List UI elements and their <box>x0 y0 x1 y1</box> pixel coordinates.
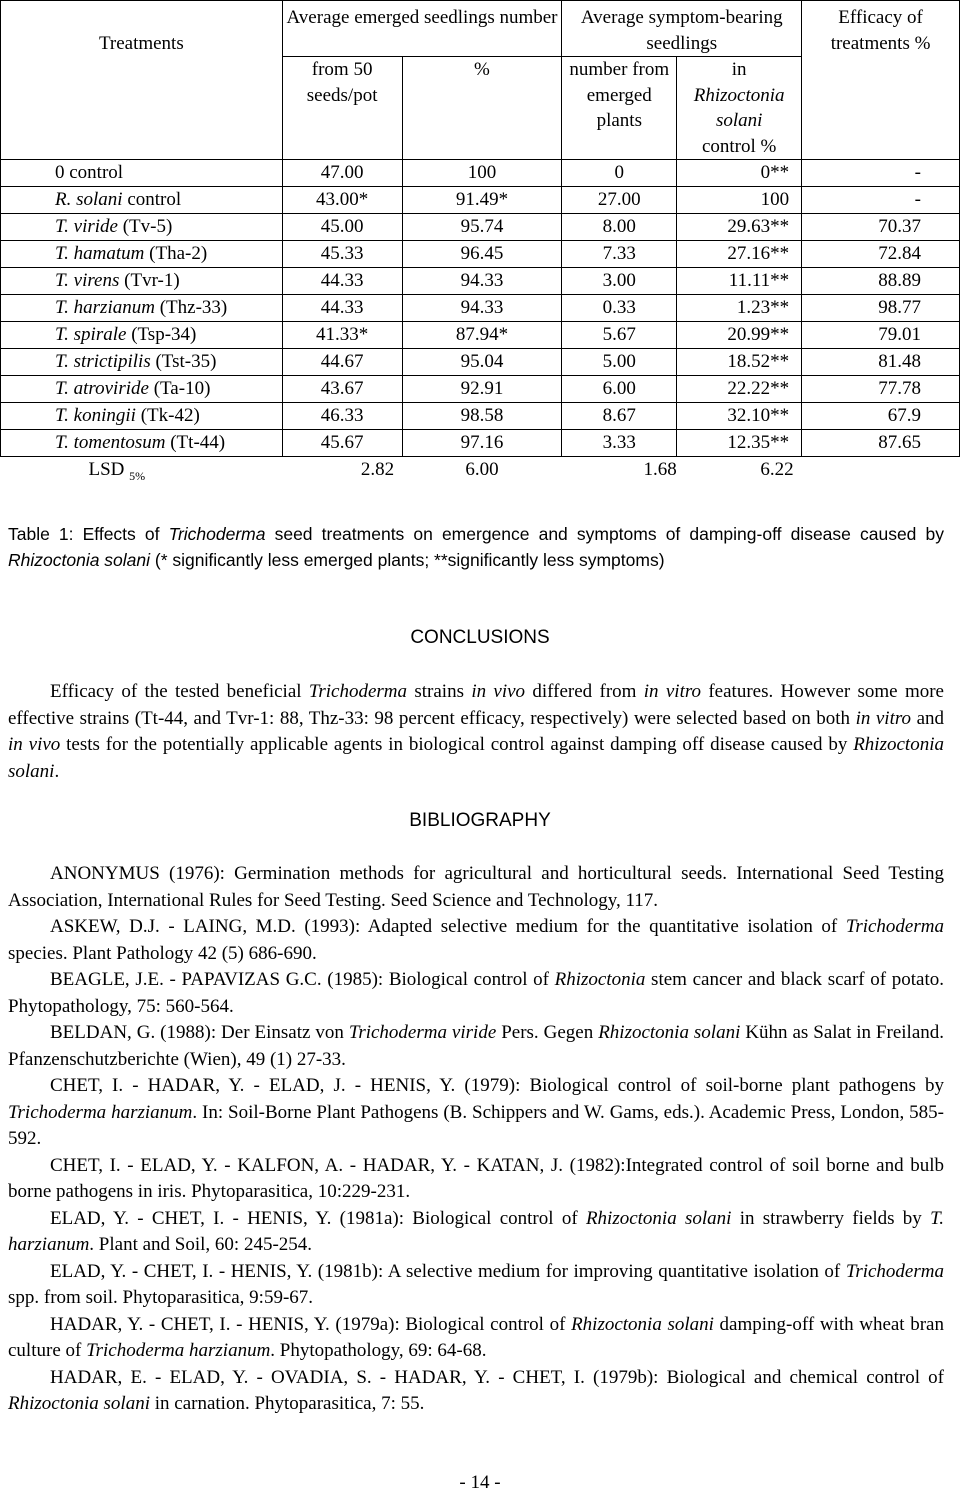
conc-text-4: features. However some more effective strains (Tt-44, and Tvr-1: 88, Thz-33: 98 percent efficacy, respectively) were selected based on both <box>8 681 944 729</box>
reference-text: HADAR, E. - ELAD, Y. - OVADIA, S. - HADAR, Y. - CHET, I. (1979b): Biological and chemical control of <box>50 1366 944 1388</box>
rhiz-cell: 27.16** <box>677 241 802 268</box>
treatment-strain: (Tv-5) <box>117 216 173 237</box>
table-row <box>1 295 960 322</box>
treatment-cell <box>1 295 283 322</box>
pct-cell: 96.45 <box>402 241 562 268</box>
treatment-strain: (Ta-10) <box>148 378 211 399</box>
num-cell: 3.00 <box>562 268 677 295</box>
table-caption <box>8 521 944 573</box>
lsd-label: LSD <box>88 459 125 480</box>
treatment-cell <box>1 214 283 241</box>
eff-cell: 70.37 <box>802 214 960 241</box>
treatment-strain: (Tsp-34) <box>126 324 197 345</box>
eff-cell: 98.77 <box>802 295 960 322</box>
reference-item <box>8 861 944 914</box>
table-row <box>1 241 960 268</box>
reference-text: ASKEW, D.J. - LAING, M.D. (1993): Adapted selective medium for the quantitative isolation of <box>50 916 846 937</box>
conc-text-3: differed from <box>525 681 644 702</box>
rhiz-cell: 20.99** <box>677 322 802 349</box>
reference-item <box>8 967 944 1020</box>
pct-cell: 91.49* <box>402 187 562 214</box>
eff-cell: 79.01 <box>802 322 960 349</box>
reference-italic: Rhizoctonia <box>554 969 646 990</box>
lsd-label-cell <box>1 457 283 490</box>
reference-item <box>8 1153 944 1206</box>
pct-cell: 94.33 <box>402 268 562 295</box>
seeds-cell: 41.33* <box>282 322 402 349</box>
table-row <box>1 322 960 349</box>
seeds-cell: 45.00 <box>282 214 402 241</box>
reference-text: ANONYMUS (1976): Germination methods for agricultural and horticultural seeds. International Seed Testing Association, International Rules for Seed Testing. Seed Science and Technology, 117. <box>8 863 944 911</box>
pct-cell: 94.33 <box>402 295 562 322</box>
seeds-cell: 45.33 <box>282 241 402 268</box>
num-cell: 8.67 <box>562 403 677 430</box>
page-number: - 14 - <box>459 1472 501 1493</box>
reference-text: BELDAN, G. (1988): Der Einsatz von <box>50 1022 349 1043</box>
treatment-species: T. strictipilis <box>55 351 151 372</box>
eff-cell: 87.65 <box>802 430 960 457</box>
seeds-cell: 43.67 <box>282 376 402 403</box>
reference-item <box>8 1365 944 1418</box>
seeds-cell: 44.67 <box>282 349 402 376</box>
header-avg-symptom: Average symptom-bearing seedlings <box>562 1 802 57</box>
conc-text-2: strains <box>407 681 472 702</box>
reference-text: stem cancer and black scarf of potato. Phytopathology, 75: 560-564. <box>8 969 944 1017</box>
conc-text-6: tests for the potentially applicable agents in biological control against damping off disease caused by <box>60 734 854 755</box>
treatment-strain: (Tt-44) <box>165 432 226 453</box>
rhiz-cell: 11.11** <box>677 268 802 295</box>
treatment-strain: (Tvr-1) <box>119 270 180 291</box>
num-cell: 6.00 <box>562 376 677 403</box>
reference-text: CHET, I. - ELAD, Y. - KALFON, A. - HADAR, Y. - KATAN, J. (1982):Integrated control of soil borne and bulb borne pathogens in iris. Phytoparasitica, 10:229-231. <box>8 1154 944 1202</box>
eff-cell: 88.89 <box>802 268 960 295</box>
pct-cell: 95.74 <box>402 214 562 241</box>
seeds-cell: 44.33 <box>282 268 402 295</box>
treatment-species: R. solani <box>55 189 123 210</box>
rhiz-cell: 32.10** <box>677 403 802 430</box>
table-row <box>1 187 960 214</box>
lsd-sub: 5% <box>129 468 146 483</box>
header-avg-emerged: Average emerged seedlings number <box>282 1 562 57</box>
num-cell: 7.33 <box>562 241 677 268</box>
conc-italic-3: in vitro <box>643 681 702 702</box>
eff-cell: 67.9 <box>802 403 960 430</box>
lsd-v3: 1.68 <box>643 459 677 480</box>
eff-cell: - <box>802 187 960 214</box>
header-in-rhiz-italic: Rhizoctonia solani <box>693 84 785 131</box>
treatment-strain: 0 control <box>55 162 124 183</box>
conclusions-heading: CONCLUSIONS <box>410 627 550 648</box>
header-in-rhiz-prefix: in <box>731 59 747 80</box>
conc-italic-4: in vitro <box>855 707 912 729</box>
caption-text-2: seed treatments on emergence and symptoms of damping-off disease caused by <box>265 524 944 544</box>
pct-cell: 97.16 <box>402 430 562 457</box>
reference-text: ELAD, Y. - CHET, I. - HENIS, Y. (1981a): Biological control of <box>50 1207 586 1229</box>
table-row <box>1 160 960 187</box>
caption-text-3: (* significantly less emerged plants; **significantly less symptoms) <box>150 550 665 570</box>
reference-item <box>8 1206 944 1259</box>
table-row <box>1 268 960 295</box>
pct-cell: 100 <box>402 160 562 187</box>
reference-italic: Rhizoctonia solani <box>585 1207 732 1229</box>
reference-italic: Rhizoctonia solani <box>8 1393 150 1414</box>
table-row <box>1 430 960 457</box>
table-row <box>1 349 960 376</box>
reference-italic: Trichoderma harzianum <box>8 1101 193 1123</box>
reference-text: in carnation. Phytoparasitica, 7: 55. <box>149 1393 425 1414</box>
reference-text: CHET, I. - HADAR, Y. - ELAD, J. - HENIS, Y. (1979): Biological control of soil-borne plant pathogens by <box>50 1075 944 1096</box>
treatment-cell <box>1 268 283 295</box>
bibliography-list <box>8 861 944 1418</box>
reference-italic: Trichoderma <box>845 916 944 937</box>
treatment-cell <box>1 241 283 268</box>
reference-text: species. Plant Pathology 42 (5) 686-690. <box>8 942 317 964</box>
reference-text: . Plant and Soil, 60: 245-254. <box>89 1234 313 1255</box>
rhiz-cell: 22.22** <box>677 376 802 403</box>
treatment-cell <box>1 160 283 187</box>
treatment-species: T. harzianum <box>55 297 155 318</box>
pct-cell: 87.94* <box>402 322 562 349</box>
reference-text: spp. from soil. Phytoparasitica, 9:59-67. <box>8 1287 314 1308</box>
reference-item <box>8 1259 944 1312</box>
reference-text: BEAGLE, J.E. - PAPAVIZAS G.C. (1985): Biological control of <box>50 969 555 990</box>
treatment-cell <box>1 322 283 349</box>
treatment-species: T. virens <box>55 270 120 291</box>
reference-italic: Rhizoctonia solani <box>598 1022 741 1043</box>
treatment-strain: (Tk-42) <box>135 405 200 426</box>
reference-italic: Rhizoctonia solani <box>571 1313 714 1335</box>
treatment-cell <box>1 430 283 457</box>
num-cell: 5.67 <box>562 322 677 349</box>
bibliography-heading: BIBLIOGRAPHY <box>409 810 551 831</box>
reference-item <box>8 1312 944 1365</box>
reference-text: damping-off with wheat bran culture of <box>8 1313 944 1361</box>
num-cell: 5.00 <box>562 349 677 376</box>
treatment-cell <box>1 349 283 376</box>
reference-italic: Trichoderma harzianum <box>86 1340 271 1361</box>
header-number-from: number from emerged plants <box>562 57 677 160</box>
table-row <box>1 376 960 403</box>
reference-item <box>8 914 944 967</box>
treatment-cell <box>1 187 283 214</box>
table-row <box>1 214 960 241</box>
reference-text: . Phytopathology, 69: 64-68. <box>270 1340 487 1361</box>
table-row <box>1 403 960 430</box>
header-pct: % <box>402 57 562 160</box>
header-treatments: Treatments <box>1 1 283 160</box>
conc-text-7: . <box>54 760 60 782</box>
num-cell: 27.00 <box>562 187 677 214</box>
header-in-rhiz-suffix: control % <box>701 135 777 157</box>
conc-italic-5: in vivo <box>8 734 61 755</box>
header-from50: from 50 seeds/pot <box>282 57 402 160</box>
reference-text: . In: Soil-Borne Plant Pathogens (B. Schippers and W. Gams, eds.). Academic Press, London, 585-592. <box>8 1101 944 1149</box>
eff-cell: 77.78 <box>802 376 960 403</box>
treatment-strain: control <box>122 189 182 210</box>
seeds-cell: 43.00* <box>282 187 402 214</box>
treatment-species: T. viride <box>55 216 118 237</box>
reference-italic: Trichoderma viride <box>348 1022 497 1043</box>
reference-item <box>8 1020 944 1073</box>
rhiz-cell: 0** <box>677 160 802 187</box>
reference-text: in strawberry fields by <box>731 1207 931 1229</box>
rhiz-cell: 18.52** <box>677 349 802 376</box>
treatment-cell <box>1 376 283 403</box>
lsd-v2: 6.00 <box>465 459 499 480</box>
treatment-species: T. koningii <box>55 405 136 426</box>
treatment-species: T. atroviride <box>55 378 149 399</box>
pct-cell: 92.91 <box>402 376 562 403</box>
treatment-strain: (Tst-35) <box>150 351 217 372</box>
treatment-strain: (Tha-2) <box>144 243 208 264</box>
treatment-species: T. hamatum <box>55 243 145 264</box>
reference-text: ELAD, Y. - CHET, I. - HENIS, Y. (1981b): A selective medium for improving quantitative isolation of <box>50 1260 846 1282</box>
seeds-cell: 47.00 <box>282 160 402 187</box>
rhiz-cell: 12.35** <box>677 430 802 457</box>
num-cell: 8.00 <box>562 214 677 241</box>
rhiz-cell: 100 <box>677 187 802 214</box>
treatment-species: T. tomentosum <box>55 432 166 453</box>
caption-italic-1: Trichoderma <box>168 524 266 544</box>
results-table <box>0 0 960 497</box>
conc-italic-6: Rhizoctonia solani <box>8 734 944 782</box>
treatment-species: T. spirale <box>55 324 127 345</box>
header-efficacy: Efficacy of treatments % <box>802 1 960 160</box>
seeds-cell: 44.33 <box>282 295 402 322</box>
eff-cell: 81.48 <box>802 349 960 376</box>
rhiz-cell: 1.23** <box>677 295 802 322</box>
reference-item <box>8 1073 944 1153</box>
seeds-cell: 46.33 <box>282 403 402 430</box>
reference-text: HADAR, Y. - CHET, I. - HENIS, Y. (1979a): Biological control of <box>50 1313 572 1335</box>
num-cell: 0 <box>562 160 677 187</box>
conclusions-paragraph <box>8 679 944 785</box>
eff-cell: 72.84 <box>802 241 960 268</box>
reference-text: Kühn as Salat in Freiland. Pfanzenschutzberichte (Wien), 49 (1) 27-33. <box>8 1022 944 1070</box>
conc-text-5: and <box>911 707 944 729</box>
treatment-cell <box>1 403 283 430</box>
lsd-v1: 2.82 <box>360 459 395 480</box>
header-in-rhiz <box>677 57 802 160</box>
conc-italic-1: Trichoderma <box>308 681 408 702</box>
reference-italic: T. harzianum <box>8 1207 945 1255</box>
seeds-cell: 45.67 <box>282 430 402 457</box>
treatment-strain: (Thz-33) <box>154 297 228 318</box>
lsd-empty <box>802 457 960 490</box>
reference-italic: Trichoderma <box>845 1260 944 1282</box>
conc-text-1: Efficacy of the tested beneficial <box>50 681 309 702</box>
lsd-v4: 6.22 <box>760 459 794 480</box>
results-table-grid <box>0 0 960 489</box>
num-cell: 0.33 <box>562 295 677 322</box>
caption-italic-2: Rhizoctonia solani <box>8 550 151 570</box>
reference-text: Pers. Gegen <box>496 1022 599 1043</box>
rhiz-cell: 29.63** <box>677 214 802 241</box>
eff-cell: - <box>802 160 960 187</box>
num-cell: 3.33 <box>562 430 677 457</box>
caption-text-1: Table 1: Effects of <box>8 524 169 544</box>
pct-cell: 98.58 <box>402 403 562 430</box>
conc-italic-2: in vivo <box>471 681 526 702</box>
pct-cell: 95.04 <box>402 349 562 376</box>
